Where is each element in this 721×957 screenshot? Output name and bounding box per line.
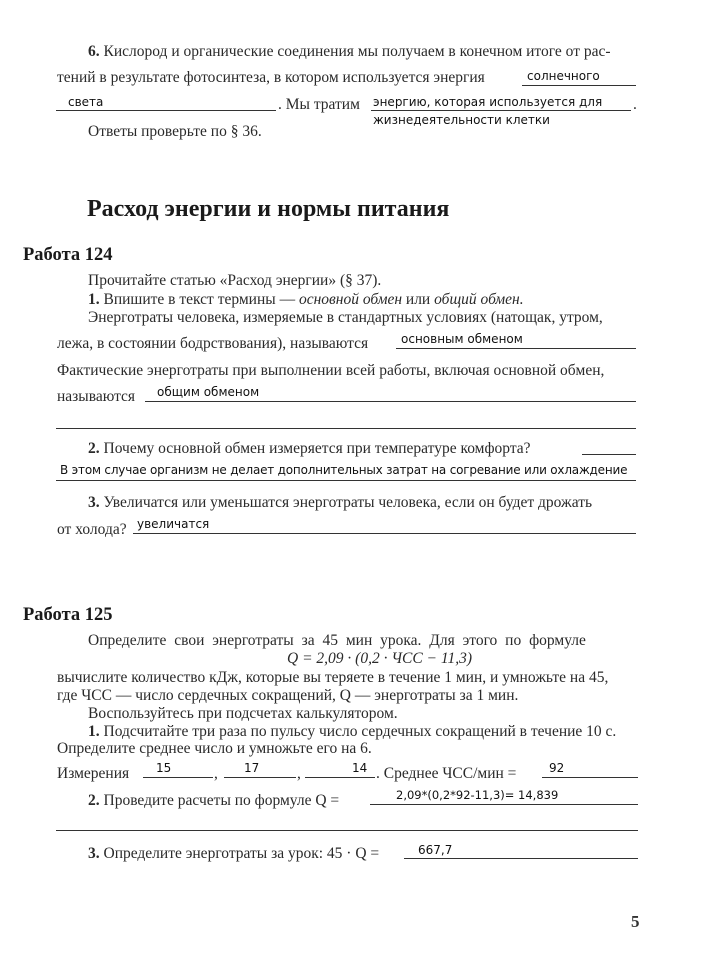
work124-q1	[88, 291, 524, 309]
q1-term2: общий обмен.	[434, 291, 524, 308]
q2-answer-blank[interactable]	[370, 804, 638, 805]
q1-term1: основной обмен	[298, 291, 403, 308]
answer-spend-blank[interactable]	[371, 110, 631, 111]
answer2: общим обменом	[157, 385, 260, 399]
q1-number: 1.	[88, 291, 100, 308]
q2-number: 2.	[88, 792, 100, 809]
answer-q2-blank-1[interactable]	[582, 454, 636, 455]
q3-line1: Увеличатся или уменьшатся энерготраты человека, если он будет дрожать	[103, 494, 593, 511]
q3-answer-blank[interactable]	[404, 858, 638, 859]
answer1-blank[interactable]	[396, 348, 636, 349]
q2-text: Проведите расчеты по формуле Q =	[103, 792, 340, 809]
work124-read: Прочитайте статью «Расход энергии» (§ 37).	[88, 272, 382, 289]
answer-q3-blank[interactable]	[133, 533, 636, 534]
q1-line2: Определите среднее число и умножьте его на 6.	[57, 740, 372, 757]
measurements-label: Измерения	[57, 765, 130, 782]
period: .	[633, 96, 637, 113]
spend-label: . Мы тратим	[278, 96, 360, 113]
answer-energy-2: света	[68, 95, 104, 109]
answer-q2-blank-2[interactable]	[56, 480, 636, 481]
p2-line2: называются	[57, 388, 136, 405]
q2-text: Почему основной обмен измеряется при температуре комфорта?	[103, 440, 531, 457]
q2-extra-blank[interactable]	[56, 830, 638, 831]
avg-value: 92	[549, 761, 565, 775]
answer-energy-1: солнечного	[527, 69, 600, 83]
work125-q3	[88, 845, 379, 863]
formula: Q = 2,09 · (0,2 · ЧСС − 11,3)	[287, 650, 473, 667]
answer2-extra-blank[interactable]	[56, 428, 636, 429]
answer2-blank[interactable]	[145, 401, 636, 402]
work125-q2	[88, 792, 339, 810]
task6-line1	[88, 43, 611, 61]
measurement-2: 17	[244, 761, 260, 775]
q3-text: Определите энерготраты за урок: 45 · Q =	[103, 845, 380, 862]
intro-line3: где ЧСС — число сердечных сокращений, Q — энерготраты за 1 мин.	[57, 687, 519, 704]
calc-note: Воспользуйтесь при подсчетах калькулятором.	[88, 705, 398, 722]
check-note: Ответы проверьте по § 36.	[88, 123, 262, 140]
q1-number: 1.	[88, 723, 100, 740]
answer-spend-2: жизнедеятельности клетки	[373, 113, 550, 127]
comma-2: ,	[297, 765, 301, 782]
intro-line2: вычислите количество кДж, которые вы теряете в течение 1 мин, и умножьте на 45,	[57, 669, 609, 686]
task6-line2: тений в результате фотосинтеза, в котором используется энергия	[57, 69, 485, 86]
q1-text: Впишите в текст термины —	[103, 291, 296, 308]
task6-line1-text: Кислород и органические соединения мы получаем в конечном итоге от рас-	[103, 43, 611, 60]
task6-number: 6.	[88, 43, 100, 60]
avg-blank[interactable]	[542, 777, 638, 778]
comma-1: ,	[214, 765, 218, 782]
p1-line2: лежа, в состоянии бодрствования), называются	[57, 335, 369, 352]
work124-q3	[88, 494, 592, 512]
p2-line1: Фактические энерготраты при выполнении всей работы, включая основной обмен,	[57, 362, 605, 379]
page-number: 5	[631, 912, 640, 931]
measurement-blank-2[interactable]	[224, 777, 296, 778]
section-title: Расход энергии и нормы питания	[87, 196, 450, 222]
measurement-blank-1[interactable]	[143, 777, 213, 778]
answer-energy-blank-1[interactable]	[522, 85, 636, 86]
q3-line2: от холода?	[57, 521, 127, 538]
q3-number: 3.	[88, 845, 100, 862]
q2-number: 2.	[88, 440, 100, 457]
p1-line1: Энерготраты человека, измеряемые в стандартных условиях (натощак, утром,	[88, 309, 603, 326]
q1-line1: Подсчитайте три раза по пульсу число сердечных сокращений в течение 10 с.	[103, 723, 617, 740]
work124-q2	[88, 440, 531, 458]
work124-title: Работа 124	[23, 245, 113, 265]
answer-spend-1: энергию, которая используется для	[373, 95, 603, 109]
q3-number: 3.	[88, 494, 100, 511]
avg-label: . Среднее ЧСС/мин =	[376, 765, 517, 782]
q1-or: или	[405, 291, 431, 308]
intro-line1: Определите свои энерготраты за 45 мин урока. Для этого по формуле	[88, 632, 586, 649]
q2-answer: 2,09*(0,2*92-11,3)= 14,839	[396, 788, 559, 802]
answer-q3: увеличатся	[137, 517, 210, 531]
measurement-1: 15	[156, 761, 172, 775]
answer1: основным обменом	[401, 332, 523, 346]
q3-answer: 667,7	[418, 843, 453, 857]
work125-title: Работа 125	[23, 605, 113, 625]
answer-q2: В этом случае организм не делает дополнительных затрат на согревание или охлаждение	[60, 463, 628, 477]
answer-energy-blank-2[interactable]	[56, 110, 276, 111]
work125-q1	[88, 723, 616, 741]
measurement-3: 14	[352, 761, 368, 775]
measurement-blank-3[interactable]	[305, 777, 375, 778]
